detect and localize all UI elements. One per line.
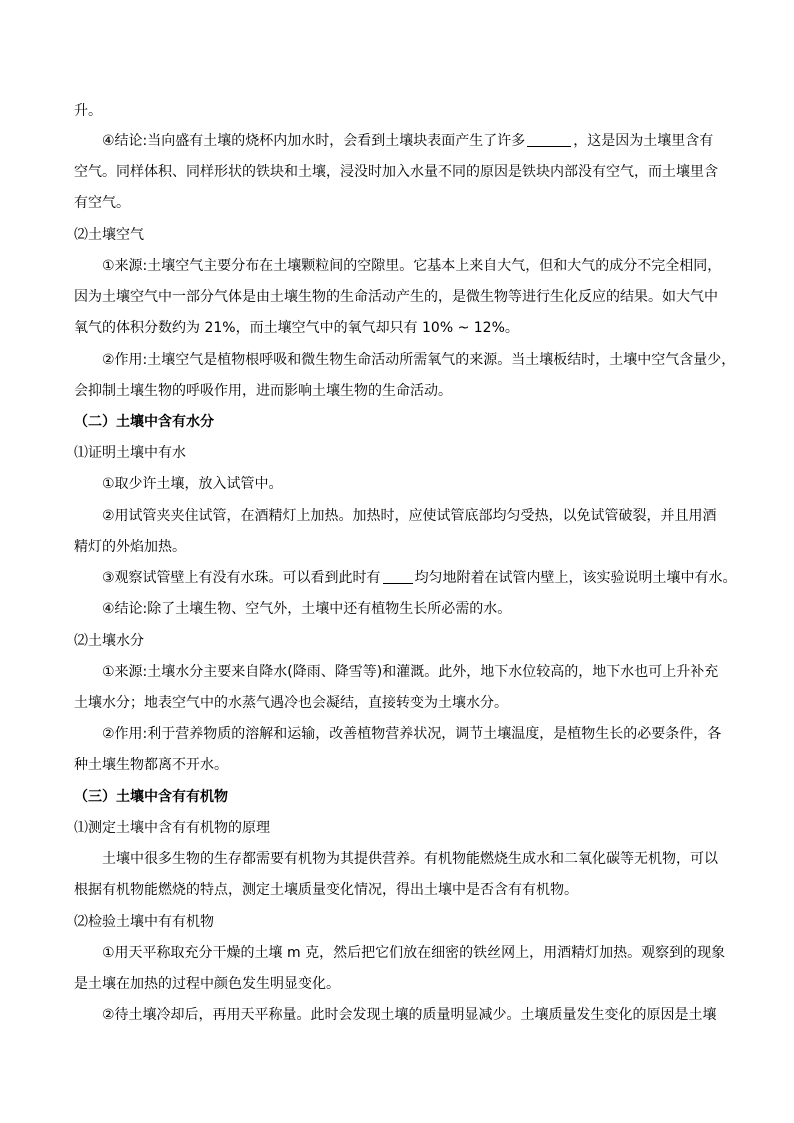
text-segment: 均匀地附着在试管内壁上，该实验说明土壤中有水。 [414, 570, 737, 586]
text-line: 升。 [74, 103, 102, 119]
text-line: 土壤水分；地表空气中的水蒸气遇冷也会凝结，直接转变为土壤水分。 [74, 695, 508, 711]
subheading: ⑵土壤水分 [74, 633, 144, 649]
text-line: 根据有机物能燃烧的特点，测定土壤质量变化情况，得出土壤中是否含有有机物。 [74, 882, 578, 898]
subheading: ⑴证明土壤中有水 [74, 445, 186, 461]
text-line: ①用天平称取充分干燥的土壤 m 克，然后把它们放在细密的铁丝网上，用酒精灯加热。观察到的现象 [102, 945, 726, 961]
text-line: 因为土壤空气中一部分气体是由土壤生物的生命活动产生的，是微生物等进行生化反应的结果。如大气中 [74, 289, 718, 305]
text-segment: ④结论:当向盛有土壤的烧杯内加水时，会看到土壤块表面产生了许多 [102, 133, 526, 149]
text-segment: ③观察试管壁上有没有水珠。可以看到此时有 [102, 570, 381, 586]
section-heading: （三）土壤中含有有机物 [74, 789, 228, 805]
text-line [102, 131, 713, 151]
text-line: 种土壤生物都离不开水。 [74, 757, 228, 773]
text-line: ①取少许土壤，放入试管中。 [102, 476, 283, 492]
text-line [102, 568, 737, 588]
text-line: ②用试管夹夹住试管，在酒精灯上加热。加热时，应使试管底部均匀受热，以免试管破裂，并且用酒 [102, 508, 717, 524]
text-line: 是土壤在加热的过程中颜色发生明显变化。 [74, 976, 340, 992]
text-line: ②作用:利于营养物质的溶解和运输，改善植物营养状况，调节土壤温度，是植物生长的必要条件，各 [102, 726, 722, 742]
subheading: ⑴测定土壤中含有有机物的原理 [74, 820, 270, 836]
text-line: 氧气的体积分数约为 21%，而土壤空气中的氧气却只有 10% ~ 12%。 [74, 320, 519, 336]
fill-in-blank[interactable] [383, 569, 413, 584]
text-line: 会抑制土壤生物的呼吸作用，进而影响土壤生物的生命活动。 [74, 383, 452, 399]
text-line: ④结论:除了土壤生物、空气外，土壤中还有植物生长所必需的水。 [102, 601, 512, 617]
section-heading: （二）土壤中含有水分 [74, 414, 214, 430]
text-segment: ，这是因为土壤里含有 [573, 133, 714, 149]
text-line: 土壤中很多生物的生存都需要有机物为其提供营养。有机物能燃烧生成水和二氧化碳等无机物，可以 [102, 851, 718, 867]
text-line: ①来源:土壤水分主要来自降水(降雨、降雪等)和灌溉。此外，地下水位较高的，地下水也可上升补充 [102, 664, 719, 680]
subheading: ⑵检验土壤中有有机物 [74, 914, 214, 930]
text-line: 精灯的外焰加热。 [74, 539, 186, 555]
text-line: ①来源:土壤空气主要分布在土壤颗粒间的空隙里。它基本上来自大气，但和大气的成分不完全相同， [102, 258, 722, 274]
text-line: ②待土壤冷却后，再用天平称量。此时会发现土壤的质量明显减少。土壤质量发生变化的原因是土壤 [102, 1007, 717, 1023]
subheading: ⑵土壤空气 [74, 227, 144, 243]
fill-in-blank[interactable] [527, 132, 571, 147]
text-line: ②作用:土壤空气是植物根呼吸和微生物生命活动所需氧气的来源。当土壤板结时，土壤中空气含量少， [102, 352, 736, 368]
text-line: 空气。同样体积、同样形状的铁块和土壤，浸没时加入水量不同的原因是铁块内部没有空气，而土壤里含 [74, 164, 718, 180]
text-line: 有空气。 [74, 195, 130, 211]
